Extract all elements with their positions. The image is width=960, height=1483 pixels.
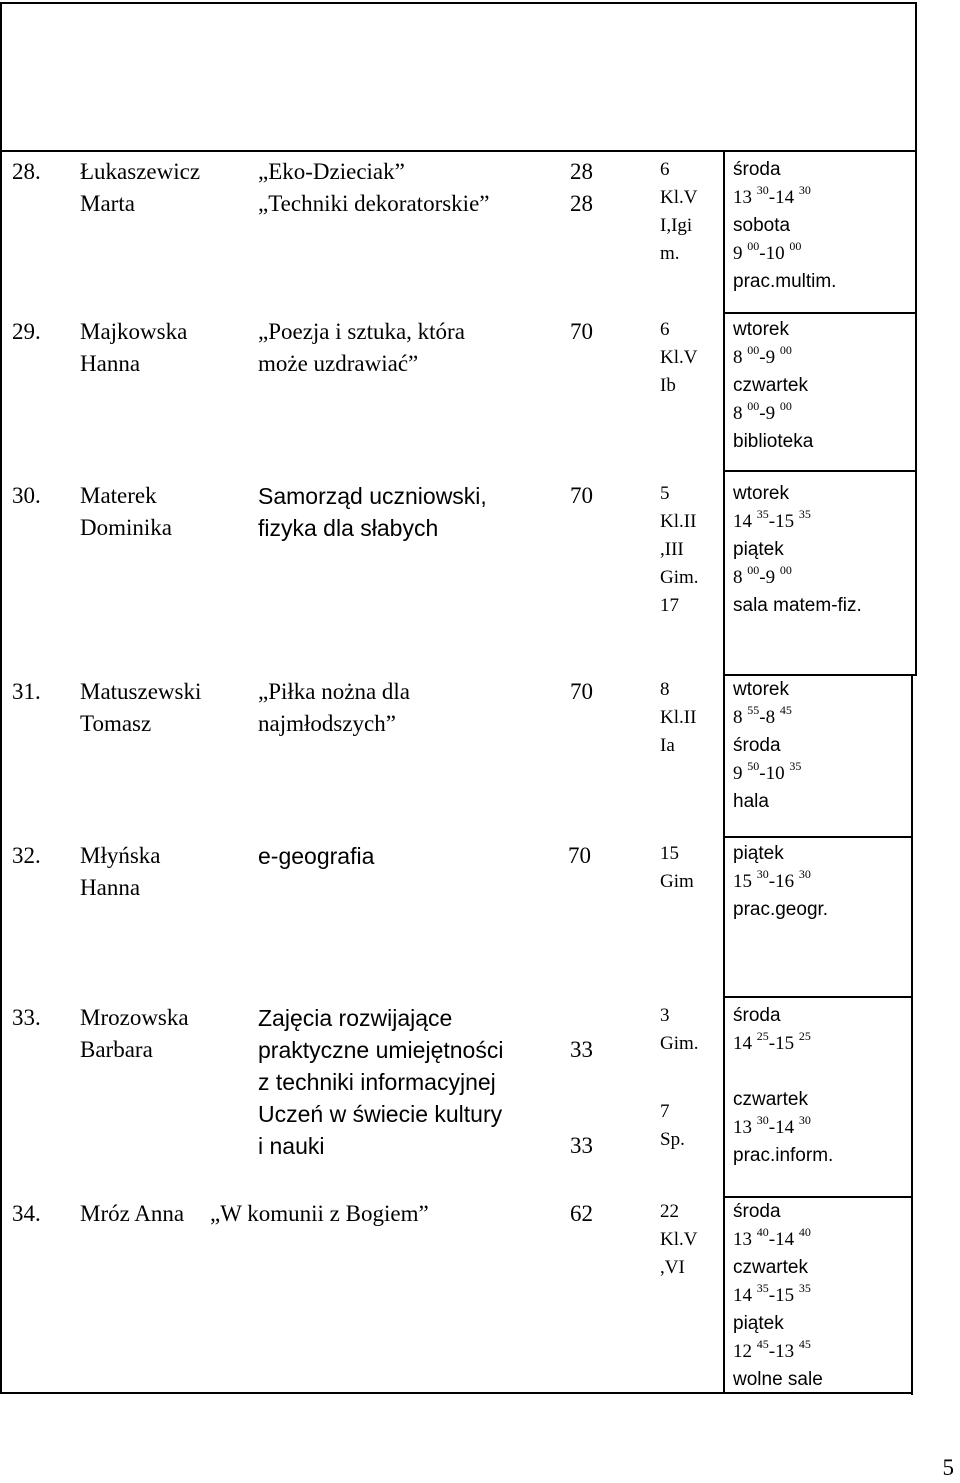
activity-title-line: z techniki informacyjnej — [258, 1069, 496, 1095]
activity-title-line: „Poezja i sztuka, która — [258, 319, 465, 344]
schedule-text: 15 — [733, 871, 757, 892]
class-group-line: Kl.V — [660, 187, 698, 208]
hours-count — [570, 156, 593, 220]
schedule-text: wtorek — [733, 483, 789, 504]
hours-count-line: 28 — [570, 191, 593, 216]
schedule-label — [733, 268, 836, 296]
end-hour: -9 — [759, 567, 780, 588]
teacher-name — [80, 156, 200, 220]
schedule-label — [733, 428, 813, 456]
end-minutes: 00 — [789, 239, 802, 253]
schedule-text: 13 — [733, 1229, 757, 1250]
end-minutes: 45 — [798, 1337, 811, 1351]
activity-title-line: fizyka dla słabych — [258, 515, 439, 541]
hours-count — [570, 1198, 593, 1230]
schedule-text: biblioteka — [733, 431, 814, 452]
schedule-label — [733, 156, 836, 184]
schedule-text: sala matem-fiz. — [733, 595, 862, 616]
activity-title — [258, 480, 487, 544]
header-gap-divider — [0, 150, 917, 152]
class-group-line: ,III — [660, 539, 684, 560]
activity-title-line: „Piłka nożna dla — [258, 679, 411, 704]
schedule-text: wolne sale — [733, 1369, 823, 1390]
row-divider-33 — [723, 996, 913, 998]
schedule-text: środa — [733, 735, 781, 756]
schedule-label — [733, 372, 813, 400]
class-group — [660, 480, 699, 620]
schedule-text: czwartek — [733, 375, 808, 396]
end-minutes: 00 — [779, 563, 792, 577]
schedule-time — [733, 564, 862, 592]
class-group — [660, 316, 697, 400]
schedule-time — [733, 868, 828, 896]
hours-count-line: 70 — [570, 679, 593, 704]
schedule-time — [733, 184, 836, 212]
row-number: 31. — [12, 679, 41, 704]
schedule-text: 13 — [733, 187, 757, 208]
schedule-label — [733, 1254, 823, 1282]
class-group-line: 17 — [660, 595, 679, 616]
start-minutes: 00 — [747, 343, 760, 357]
schedule-text: 12 — [733, 1341, 757, 1362]
schedule-text: hala — [733, 791, 769, 812]
activity-title-line: „Techniki dekoratorskie” — [258, 191, 490, 216]
schedule-label — [733, 732, 801, 760]
end-hour: -15 — [768, 1033, 799, 1054]
start-minutes: 45 — [756, 1337, 769, 1351]
teacher-name-line: Łukaszewicz — [80, 159, 201, 184]
hours-count-line: 28 — [570, 159, 593, 184]
class-group — [660, 1002, 699, 1154]
teacher-name-line: Majkowska — [80, 319, 188, 344]
start-minutes: 50 — [747, 759, 760, 773]
activity-title-line: najmłodszych” — [258, 711, 396, 736]
schedule — [733, 480, 862, 620]
class-group-line: Sp. — [660, 1129, 685, 1150]
schedule-text: 8 — [733, 403, 748, 424]
schedule-text: środa — [733, 1005, 781, 1026]
end-hour: -10 — [759, 243, 790, 264]
class-group-line: Gim. — [660, 1033, 699, 1054]
schedule-label — [733, 840, 828, 868]
teacher-name — [80, 840, 161, 904]
class-group-line: Kl.II — [660, 511, 697, 532]
schedule-time — [733, 760, 801, 788]
schedule-text: środa — [733, 1201, 781, 1222]
schedule-text: 14 — [733, 511, 757, 532]
end-hour: -14 — [768, 1117, 799, 1138]
outer-left-border — [0, 2, 2, 1394]
activity-title-line: „Eko-Dzieciak” — [258, 159, 405, 184]
outer-top-border — [0, 2, 917, 4]
hours-count-line: 70 — [570, 483, 593, 508]
teacher-name-line: Młyńska — [80, 843, 161, 868]
hours-count — [570, 480, 593, 512]
schedule-column-border — [723, 150, 725, 1394]
end-hour: -14 — [768, 187, 799, 208]
start-minutes: 30 — [756, 1113, 769, 1127]
teacher-name-line: Materek — [80, 483, 157, 508]
end-minutes: 30 — [798, 867, 811, 881]
teacher-name — [80, 1002, 189, 1066]
teacher-name-line: Tomasz — [80, 711, 152, 736]
class-group-line: 7 — [660, 1101, 670, 1122]
start-minutes: 40 — [756, 1225, 769, 1239]
class-group-line: Gim — [660, 871, 694, 892]
hours-count-line: 70 — [568, 843, 591, 868]
end-hour: -9 — [759, 347, 780, 368]
schedule-text: wtorek — [733, 319, 789, 340]
schedule-text: 13 — [733, 1117, 757, 1138]
hours-count — [570, 676, 593, 708]
end-hour: -14 — [768, 1229, 799, 1250]
end-hour: -15 — [768, 511, 799, 532]
schedule — [733, 1002, 833, 1170]
class-group-line: Gim. — [660, 567, 699, 588]
schedule-text: piątek — [733, 539, 784, 560]
schedule-time — [733, 400, 813, 428]
start-minutes: 00 — [747, 563, 760, 577]
class-group-line: 5 — [660, 483, 670, 504]
start-minutes: 00 — [747, 399, 760, 413]
hours-count-line: 70 — [570, 319, 593, 344]
schedule-text: wtorek — [733, 679, 789, 700]
activity-title — [258, 156, 489, 220]
teacher-name — [80, 1198, 184, 1230]
end-minutes: 35 — [789, 759, 802, 773]
schedule-label — [733, 480, 862, 508]
schedule-label — [733, 1366, 823, 1394]
outer-right-border — [915, 2, 917, 675]
schedule-text: piątek — [733, 1313, 784, 1334]
end-minutes: 00 — [779, 399, 792, 413]
schedule-label — [733, 592, 862, 620]
schedule-text: sobota — [733, 215, 791, 236]
activity-title — [258, 316, 465, 380]
row-divider-29 — [723, 312, 917, 314]
hours-count-line: 33 — [570, 1133, 593, 1158]
start-minutes: 35 — [756, 1281, 769, 1295]
schedule-label — [733, 1002, 833, 1030]
end-minutes: 35 — [798, 1281, 811, 1295]
row-number: 30. — [12, 483, 41, 508]
hours-count — [570, 316, 593, 348]
schedule-label — [733, 1086, 833, 1114]
hours-count-line: 33 — [570, 1037, 593, 1062]
teacher-name — [80, 676, 201, 740]
end-hour: -10 — [759, 763, 790, 784]
start-minutes: 35 — [756, 507, 769, 521]
end-minutes: 40 — [798, 1225, 811, 1239]
activity-title-line: e-geografia — [258, 843, 375, 869]
class-group-line: Ib — [660, 375, 676, 396]
schedule-time — [733, 1114, 833, 1142]
schedule-text: środa — [733, 159, 781, 180]
class-group-line: m. — [660, 243, 680, 264]
class-group-line: 8 — [660, 679, 670, 700]
class-group — [660, 840, 694, 896]
start-minutes: 00 — [747, 239, 760, 253]
class-group-line: Ia — [660, 735, 675, 756]
activity-title — [210, 1198, 429, 1230]
schedule-text: prac.inform. — [733, 1145, 834, 1166]
schedule-time — [733, 240, 836, 268]
schedule-label — [733, 1310, 823, 1338]
schedule-label — [733, 316, 813, 344]
activity-title-line: i nauki — [258, 1133, 325, 1159]
schedule-text: 14 — [733, 1033, 757, 1054]
schedule-text: 14 — [733, 1285, 757, 1306]
end-minutes: 30 — [798, 1113, 811, 1127]
teacher-name-line: Hanna — [80, 875, 141, 900]
class-group-line: I,Igi — [660, 215, 693, 236]
schedule-text: 8 — [733, 707, 748, 728]
end-minutes: 30 — [798, 183, 811, 197]
class-group — [660, 1198, 697, 1282]
schedule-time — [733, 1282, 823, 1310]
teacher-name-line: Marta — [80, 191, 135, 216]
schedule-time — [733, 1338, 823, 1366]
schedule-text: 9 — [733, 763, 748, 784]
schedule-text: 8 — [733, 567, 748, 588]
schedule-text: 9 — [733, 243, 748, 264]
activity-title-line: Samorząd uczniowski, — [258, 483, 487, 509]
teacher-name-line: Dominika — [80, 515, 172, 540]
schedule — [733, 316, 813, 456]
row-number: 33. — [12, 1005, 41, 1030]
class-group — [660, 156, 697, 268]
class-group-line: 15 — [660, 843, 679, 864]
schedule-time — [733, 1030, 833, 1058]
schedule-time — [733, 344, 813, 372]
start-minutes: 30 — [756, 867, 769, 881]
schedule-text: czwartek — [733, 1257, 808, 1278]
page-number: 5 — [942, 1455, 954, 1480]
end-hour: -13 — [768, 1341, 799, 1362]
schedule-text: 8 — [733, 347, 748, 368]
schedule-time — [733, 704, 801, 732]
end-minutes: 00 — [779, 343, 792, 357]
hours-count-line: 62 — [570, 1201, 593, 1226]
schedule-text: czwartek — [733, 1089, 808, 1110]
activity-title-line: Zajęcia rozwijające — [258, 1005, 453, 1031]
end-minutes: 35 — [798, 507, 811, 521]
schedule-text: prac.geogr. — [733, 899, 829, 920]
class-group-line: Kl.V — [660, 347, 698, 368]
class-group-line: 6 — [660, 159, 670, 180]
class-group — [660, 676, 696, 760]
activity-title-line: może uzdrawiać” — [258, 351, 419, 376]
activity-title — [258, 676, 410, 740]
schedule-label — [733, 536, 862, 564]
class-group-line: ,VI — [660, 1257, 685, 1278]
class-group-line: Kl.V — [660, 1229, 698, 1250]
end-hour: -16 — [768, 871, 799, 892]
end-hour: -9 — [759, 403, 780, 424]
schedule-time — [733, 1226, 823, 1254]
end-hour: -8 — [759, 707, 780, 728]
activity-title — [258, 1002, 503, 1162]
class-group-line: 22 — [660, 1201, 679, 1222]
row-number: 32. — [12, 843, 41, 868]
class-group-line: Kl.II — [660, 707, 697, 728]
schedule-label — [733, 896, 828, 924]
class-group-line: 6 — [660, 319, 670, 340]
end-minutes: 25 — [798, 1029, 811, 1043]
schedule — [733, 156, 836, 296]
row-number: 34. — [12, 1201, 41, 1226]
schedule-label — [733, 1142, 833, 1170]
row-number: 29. — [12, 319, 41, 344]
schedule — [733, 1198, 823, 1394]
schedule — [733, 676, 801, 816]
teacher-name — [80, 316, 187, 380]
hours-count — [568, 840, 591, 872]
schedule-text: piątek — [733, 843, 784, 864]
schedule-label — [733, 676, 801, 704]
activity-title-line: Uczeń w świecie kultury — [258, 1101, 503, 1127]
start-minutes: 55 — [747, 703, 760, 717]
outer-right-border-lower — [911, 675, 913, 1395]
end-minutes: 45 — [779, 703, 792, 717]
hours-count — [570, 1002, 593, 1194]
schedule-label — [733, 1198, 823, 1226]
schedule-label — [733, 788, 801, 816]
end-hour: -15 — [768, 1285, 799, 1306]
row-divider-30 — [723, 470, 917, 472]
activity-title — [258, 840, 374, 872]
row-number: 28. — [12, 159, 41, 184]
schedule — [733, 840, 828, 924]
teacher-name-line: Hanna — [80, 351, 141, 376]
row-divider-32 — [723, 836, 913, 838]
activity-title-line: praktyczne umiejętności — [258, 1037, 504, 1063]
teacher-name-line: Mrozowska — [80, 1005, 189, 1030]
start-minutes: 30 — [756, 183, 769, 197]
activity-title-line: „W komunii z Bogiem” — [210, 1201, 429, 1226]
start-minutes: 25 — [756, 1029, 769, 1043]
teacher-name — [80, 480, 172, 544]
schedule-text: prac.multim. — [733, 271, 837, 292]
teacher-name-line: Mróz Anna — [80, 1201, 185, 1226]
schedule-time — [733, 508, 862, 536]
teacher-name-line: Matuszewski — [80, 679, 202, 704]
schedule-label — [733, 212, 836, 240]
class-group-line: 3 — [660, 1005, 670, 1026]
teacher-name-line: Barbara — [80, 1037, 153, 1062]
